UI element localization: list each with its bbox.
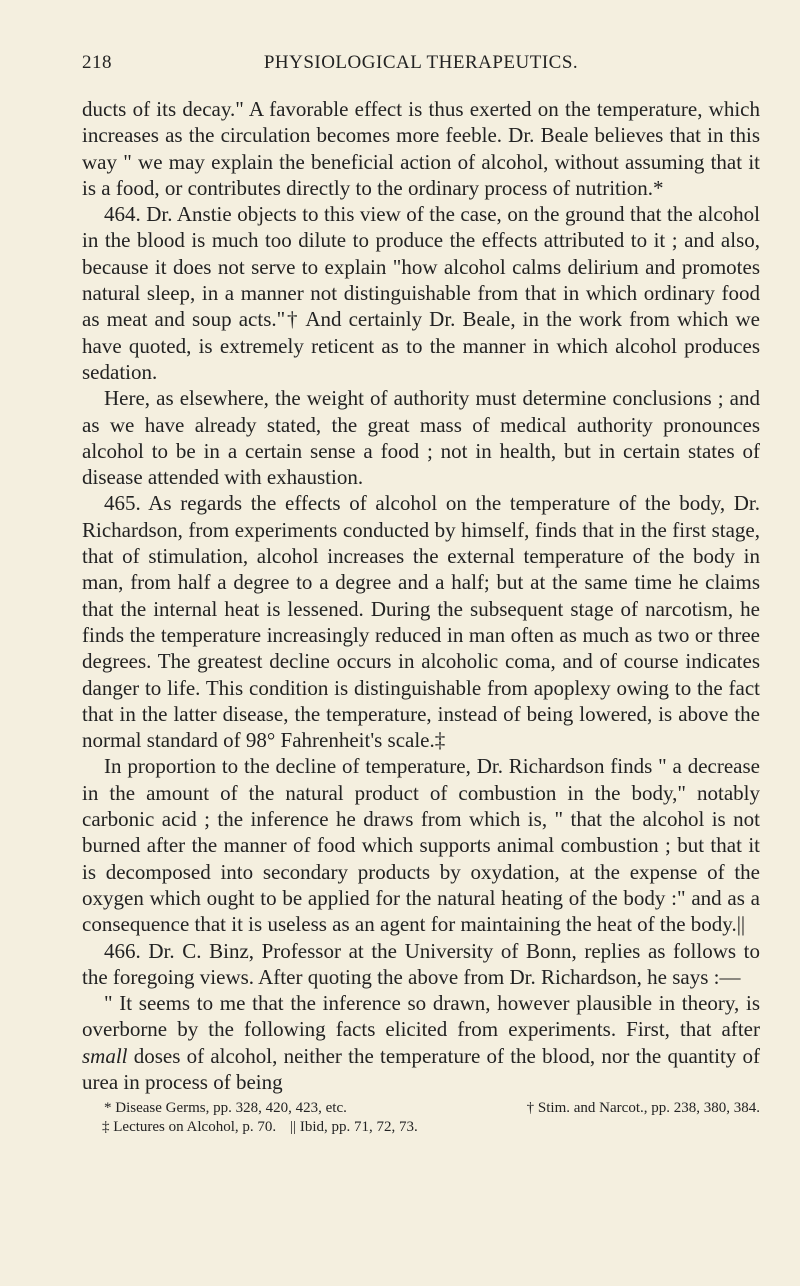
quote-italic: small — [82, 1043, 128, 1068]
book-page — [82, 52, 760, 1137]
footnote-3: ‡ Lectures on Alcohol, p. 70. — [102, 1119, 277, 1136]
paragraph-continued: ducts of its decay." A favorable effect is thus exerted on the temperature, which increases as the circulation becomes more feeble. Dr. Beale believes that in this way " we may explain the beneficial action of alcohol, without assuming that it is a food, or contributes directly to the ordinary process of nutrition.* — [82, 97, 760, 200]
footnote-row-1 — [82, 1099, 760, 1118]
quote-text-1: " It seems to me that the inference so drawn, however plausible in theory, is overborne by the following facts elicited from experiments. First, that after — [82, 991, 760, 1042]
page-number: 218 — [82, 52, 112, 73]
running-title: PHYSIOLOGICAL THERAPEUTICS. — [263, 52, 579, 73]
paragraph-466: 466. Dr. C. Binz, Professor at the University of Bonn, replies as follows to the foregoing views. After quoting the above from Dr. Richardson, he says :— — [82, 938, 760, 989]
footnote-4: || Ibid, pp. 71, 72, 73. — [290, 1119, 418, 1136]
paragraph-465: 465. As regards the effects of alcohol on the temperature of the body, Dr. Richardson, from experiments conducted by himself, finds that in the first stage, that of stimulation, alcohol increases the external temperature of the body in man, from half a degree to a degree and a half; but at the same time he claims that the internal heat is lessened. During the subsequent stage of narcotism, he finds the temperature increasingly reduced in man often as much as two or three degrees. The greatest decline occurs in alcoholic coma, and of course indicates danger to life. This condition is distinguishable from apoplexy owing to the fact that in the latter disease, the temperature, instead of being lowered, is above the normal standard of 98° Fahrenheit's scale.‡ — [82, 491, 760, 753]
paragraph-quote — [82, 990, 760, 1095]
footnote-row-2 — [82, 1118, 760, 1137]
footnotes — [82, 1099, 760, 1137]
footnote-2: † Stim. and Narcot., pp. 238, 380, 384. — [526, 1100, 760, 1117]
footnote-1: * Disease Germs, pp. 328, 420, 423, etc. — [104, 1100, 347, 1117]
quote-text-2: doses of alcohol, neither the temperature of the blood, nor the quantity of urea in process of being — [82, 1043, 760, 1094]
paragraph-richardson: In proportion to the decline of temperature, Dr. Richardson finds " a decrease in the amount of the natural product of combustion in the body," notably carbonic acid ; the inference he draws from which is, " that the alcohol is not burned after the manner of food which supports animal combustion ; but that it is decomposed into secondary products by oxydation, at the expense of the oxygen which ought to be applied for the natural heating of the body :" and as a consequence that it is useless as an agent for maintaining the heat of the body.|| — [82, 754, 760, 937]
paragraph-authority: Here, as elsewhere, the weight of authority must determine conclusions ; and as we have already stated, the great mass of medical authority pronounces alcohol to be in a certain sense a food ; not in health, but in certain states of disease attended with exhaustion. — [82, 386, 760, 490]
running-header — [82, 52, 760, 78]
paragraph-464: 464. Dr. Anstie objects to this view of the case, on the ground that the alcohol in the blood is much too dilute to produce the effects attributed to it ; and also, because it does not serve to explain "how alcohol calms delirium and promotes natural sleep, in a manner not distinguishable from that in which ordinary food as meat and soup acts."† And certainly Dr. Beale, in the work from which we have quoted, is extremely reticent as to the manner in which alcohol produces sedation. — [82, 202, 760, 384]
